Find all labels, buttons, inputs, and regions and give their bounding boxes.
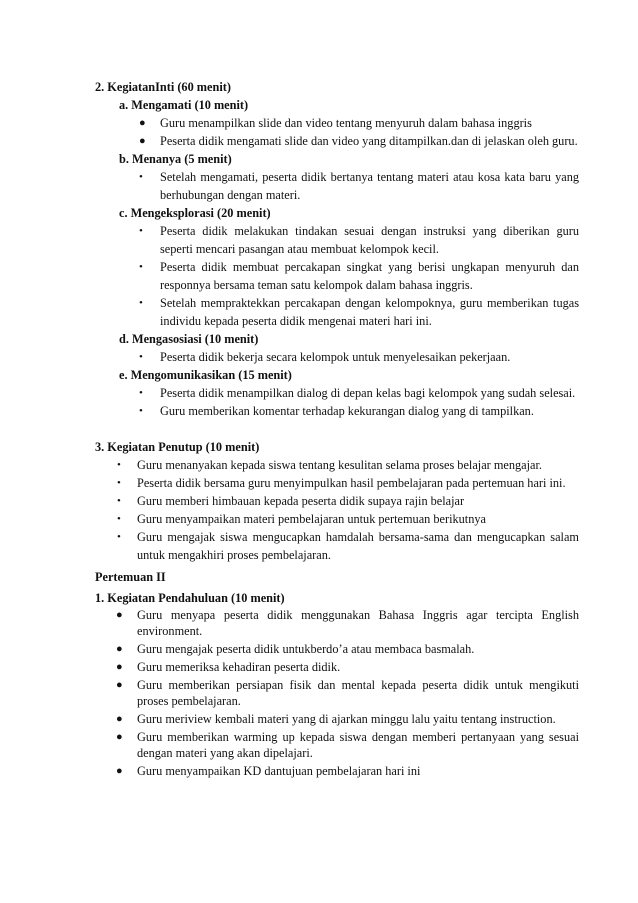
bullet-icon: ● bbox=[139, 135, 146, 147]
list-item-text: Peserta didik bersama guru menyimpulkan hasil pembelajaran pada pertemuan hari ini. bbox=[137, 476, 566, 490]
subsection-heading: b. Menanya (5 menit) bbox=[119, 152, 232, 166]
list-item-text: Guru menanyakan kepada siswa tentang kesulitan selama proses belajar mengajar. bbox=[137, 458, 542, 472]
bullet-icon: • bbox=[117, 495, 121, 507]
subsection-menanya bbox=[0, 150, 638, 204]
bullet-icon: ● bbox=[116, 661, 123, 673]
section-kegiatan-pendahuluan bbox=[0, 589, 638, 779]
list-item bbox=[117, 492, 579, 510]
list-item-text: Peserta didik menampilkan dialog di depan kelas bagi kelompok yang sudah selesai. bbox=[160, 386, 576, 400]
list-item bbox=[116, 659, 579, 675]
list-item bbox=[139, 294, 579, 330]
bullet-icon: • bbox=[139, 261, 143, 273]
bullet-icon: ● bbox=[116, 713, 123, 725]
list-item bbox=[117, 528, 579, 564]
list-item bbox=[139, 348, 579, 366]
list-item bbox=[139, 114, 579, 132]
list-item bbox=[117, 456, 579, 474]
subsection-heading: d. Mengasosiasi (10 menit) bbox=[119, 332, 259, 346]
bullet-icon: • bbox=[139, 387, 143, 399]
list-item-text: Guru menyampaikan materi pembelajaran untuk pertemuan berikutnya bbox=[137, 512, 486, 526]
subsection-heading: e. Mengomunikasikan (15 menit) bbox=[119, 368, 292, 382]
list-item bbox=[116, 641, 579, 657]
bullet-icon: • bbox=[117, 531, 121, 543]
bullet-icon: ● bbox=[139, 117, 146, 129]
bullet-icon: • bbox=[139, 405, 143, 417]
section-heading: 1. Kegiatan Pendahuluan (10 menit) bbox=[95, 591, 285, 605]
list-item-text: Guru menyapa peserta didik menggunakan Bahasa Inggris agar tercipta English environment. bbox=[137, 608, 579, 638]
bullet-icon: • bbox=[139, 351, 143, 363]
subsection-heading: c. Mengeksplorasi (20 menit) bbox=[119, 206, 271, 220]
list-item-text: Guru memberi himbauan kepada peserta didik supaya rajin belajar bbox=[137, 494, 465, 508]
list-item-text: Setelah mengamati, peserta didik bertanya tentang materi atau kosa kata baru yang berhubungan dengan materi. bbox=[160, 170, 579, 202]
list-item bbox=[116, 677, 579, 709]
subsection-mengeksplorasi bbox=[0, 204, 638, 330]
bullet-icon: ● bbox=[116, 643, 123, 655]
bullet-icon: • bbox=[139, 171, 143, 183]
bullet-icon: ● bbox=[116, 765, 123, 777]
list-item-text: Guru meriview kembali materi yang di ajarkan minggu lalu yaitu tentang instruction. bbox=[137, 712, 556, 726]
list-item-text: Guru menampilkan slide dan video tentang menyuruh dalam bahasa inggris bbox=[160, 116, 532, 130]
document-page bbox=[0, 78, 638, 781]
list-item-text: Guru memeriksa kehadiran peserta didik. bbox=[137, 660, 341, 674]
subsection-mengasosiasi bbox=[0, 330, 638, 366]
subsection-mengomunikasikan bbox=[0, 366, 638, 420]
list-item bbox=[116, 763, 579, 779]
list-item-text: Guru memberikan komentar terhadap kekurangan dialog yang di tampilkan. bbox=[160, 404, 534, 418]
list-item-text: Guru menyampaikan KD dantujuan pembelajaran hari ini bbox=[137, 764, 421, 778]
list-item-text: Guru mengajak peserta didik untukberdo’a atau membaca basmalah. bbox=[137, 642, 475, 656]
list-item bbox=[117, 510, 579, 528]
subsection-heading: a. Mengamati (10 menit) bbox=[119, 98, 249, 112]
bullet-icon: • bbox=[139, 225, 143, 237]
list-item bbox=[139, 384, 579, 402]
bullet-icon: • bbox=[117, 477, 121, 489]
bullet-icon: • bbox=[117, 459, 121, 471]
section-heading: 2. KegiatanInti (60 menit) bbox=[95, 80, 231, 94]
list-item-text: Guru mengajak siswa mengucapkan hamdalah bersama-sama dan mengucapkan salam untuk mengakhiri proses pembelajaran. bbox=[137, 530, 579, 562]
bullet-icon: • bbox=[139, 297, 143, 309]
section-heading: 3. Kegiatan Penutup (10 menit) bbox=[95, 440, 260, 454]
list-item-text: Setelah mempraktekkan percakapan dengan kelompoknya, guru memberikan tugas individu kepada peserta didik mengenai materi hari ini. bbox=[160, 296, 579, 328]
list-item bbox=[139, 132, 579, 150]
list-item-text: Guru memberikan warming up kepada siswa dengan memberi pertanyaan yang sesuai dengan materi yang akan dipelajari. bbox=[137, 730, 579, 760]
list-item-text: Peserta didik bekerja secara kelompok untuk menyelesaikan pekerjaan. bbox=[160, 350, 511, 364]
bullet-icon: ● bbox=[116, 609, 123, 621]
section-kegiatan-penutup bbox=[0, 438, 638, 564]
list-item bbox=[139, 222, 579, 258]
list-item-text: Peserta didik melakukan tindakan sesuai dengan instruksi yang diberikan guru seperti mencari pasangan atau membuat kelompok kecil. bbox=[160, 224, 579, 256]
list-item bbox=[139, 402, 579, 420]
bullet-icon: ● bbox=[116, 679, 123, 691]
list-item bbox=[139, 168, 579, 204]
list-item-text: Guru memberikan persiapan fisik dan mental kepada peserta didik untuk mengikuti proses pembelajaran. bbox=[137, 678, 579, 708]
list-item bbox=[116, 711, 579, 727]
list-item bbox=[116, 729, 579, 761]
meeting-title: Pertemuan II bbox=[95, 570, 166, 584]
list-item bbox=[139, 258, 579, 294]
list-item-text: Peserta didik mengamati slide dan video yang ditampilkan.dan di jelaskan oleh guru. bbox=[160, 134, 578, 148]
list-item-text: Peserta didik membuat percakapan singkat yang berisi ungkapan menyuruh dan responnya bersama teman satu kelompok dalam bahasa inggris. bbox=[160, 260, 579, 292]
bullet-icon: ● bbox=[116, 731, 123, 743]
bullet-icon: • bbox=[117, 513, 121, 525]
section-kegiatan-inti bbox=[0, 78, 638, 420]
subsection-mengamati bbox=[0, 96, 638, 150]
list-item bbox=[116, 607, 579, 639]
list-item bbox=[117, 474, 579, 492]
